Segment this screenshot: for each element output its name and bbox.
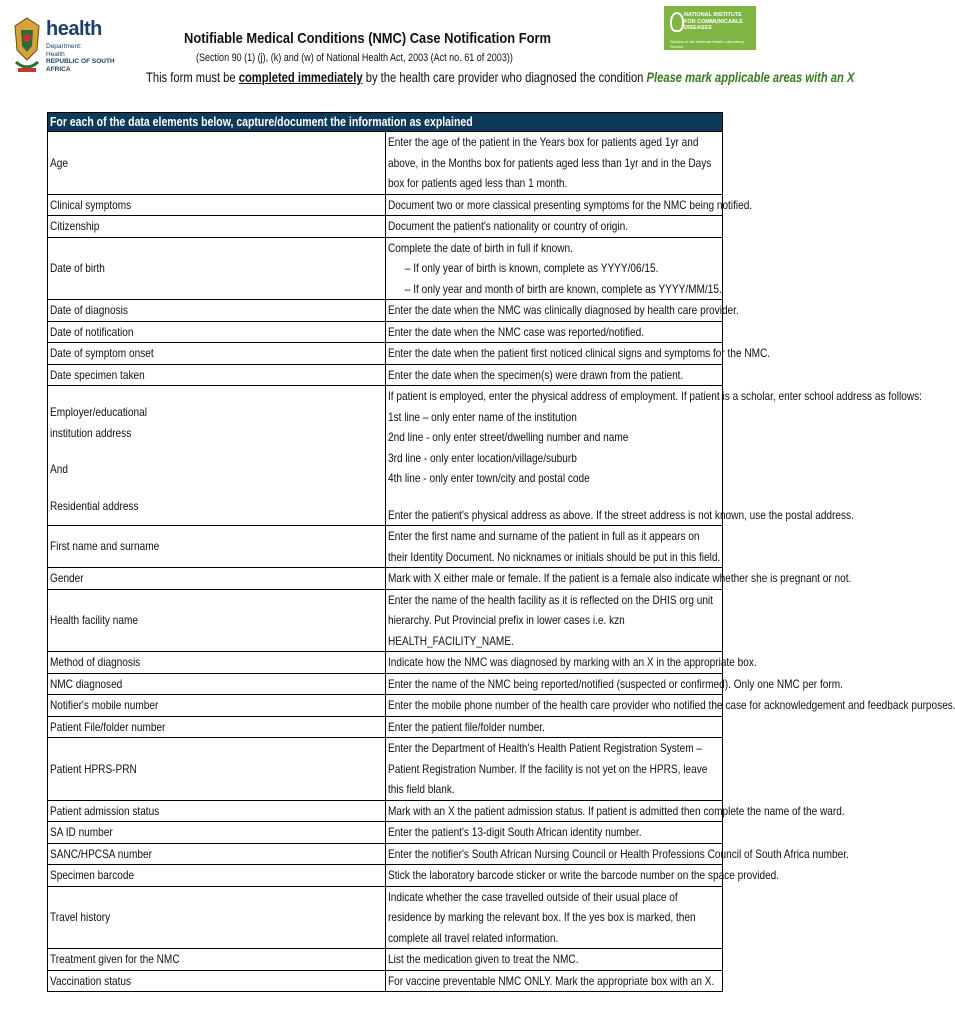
row-label-text: Date of symptom onset [50,346,154,360]
row-label-text: Residential address [50,498,139,513]
table-row [48,843,723,865]
row-description [385,865,779,887]
row-description [385,822,723,844]
row-description-text: Indicate whether the case travelled outside of their usual place of residence by marking the relevant box. If the yes box is marked, then complete all travel related information. [387,889,696,945]
form-title: Notifiable Medical Conditions (NMC) Case Notification Form [184,30,551,47]
department-text [46,43,122,73]
dept-line-3: REPUBLIC OF SOUTH AFRICA [46,58,115,73]
row-label [48,886,386,949]
table-row [48,321,723,343]
row-label [48,364,386,386]
row-description-text: 1st line – only enter name of the institution [387,409,577,424]
row-label-text: Date of notification [50,324,134,339]
row-description-text: Mark with an X the patient admission status. If patient is admitted then complete the name of the ward. [387,803,845,818]
row-label [48,321,386,343]
table-row [48,132,723,195]
instruction-emphasis: completed immediately [238,69,363,85]
row-description [385,738,723,801]
table-row [48,970,723,992]
row-description-text: 2nd line - only enter street/dwelling number and name [387,430,628,444]
row-description [385,673,843,695]
row-description-text: Indicate how the NMC was diagnosed by marking with an X in the appropriate box. [387,655,757,669]
row-label-text: SA ID number [50,825,113,839]
row-label [48,526,386,568]
row-label [48,673,386,695]
row-description [385,343,770,365]
table-row [48,800,723,822]
coat-of-arms-icon [12,16,42,76]
row-label [48,300,386,322]
row-label-text: And [50,462,68,476]
row-description [385,194,752,216]
table-row [48,300,723,322]
row-label [48,822,386,844]
row-description-text: List the medication given to treat the NMC. [387,952,578,966]
row-label-text: SANC/HPCSA number [50,846,152,861]
row-description-text: For vaccine preventable NMC ONLY. Mark the appropriate box with an X. [387,973,714,988]
form-subtitle: (Section 90 (1) (j), (k) and (w) of National Health Act, 2003 (Act no. 61 of 2003)) [196,52,513,64]
row-label-text: NMC diagnosed [50,676,123,691]
instruction-mark-note: Please mark applicable areas with an X [646,69,855,85]
row-label [48,949,386,971]
row-description-text: Enter the name of the health facility as it is reflected on the DHIS org unit hierarchy. Put Provincial prefix in lower cases i.e. kzn HEALTH_FACILITY_NAME. [387,592,713,648]
table-row [48,695,723,717]
row-label [48,865,386,887]
row-label-text: Date of diagnosis [50,303,128,317]
row-description-text: Enter the patient's physical address as above. If the street address is not known, use the postal address. [387,507,854,522]
row-description [385,321,723,343]
row-label-text: Age [50,155,68,170]
row-description-text: Enter the mobile phone number of the health care provider who notified the case for acknowledgement and feedback purposes. [387,698,955,712]
row-label-text: Date specimen taken [50,367,145,382]
row-description [385,568,851,590]
spacer [50,386,383,402]
row-label [48,843,386,865]
row-label-text: Method of diagnosis [50,655,141,669]
table-row [48,526,723,568]
table-row [48,386,723,526]
row-description-text: If patient is employed, enter the physical address of employment. If patient is a scholar, enter school address as follows: [387,389,922,403]
department-of-health-logo [12,16,122,84]
spacer [50,443,383,459]
row-label [48,132,386,195]
row-description-text: Enter the age of the patient in the Years box for patients aged 1yr and above, in the Months box for patients aged less than 1yr and in the Days box for patients aged less than 1 month. [387,135,711,190]
row-label-text: Notifier's mobile number [50,698,159,712]
row-label [48,216,386,238]
dept-line-2: Health [46,50,65,58]
table-row [48,364,723,386]
row-description [385,364,723,386]
table-row [48,822,723,844]
row-label [48,800,386,822]
row-description-text: Document two or more classical presenting symptoms for the NMC being notified. [387,197,752,212]
row-description [385,386,922,526]
row-label-text: Vaccination status [50,973,132,988]
row-label-text: Employer/educational [50,405,147,419]
row-label [48,237,386,300]
table-row [48,343,723,365]
table-heading-row [48,113,723,132]
row-description [385,843,849,865]
row-label-text: Gender [50,571,84,585]
instruction-pre: This form must be [146,69,239,85]
row-label [48,695,386,717]
bullet-item: – If only year and month of birth are known, complete as YYYY/MM/15. [388,279,667,300]
table-row [48,237,723,300]
row-description-text: Complete the date of birth in full if known. [387,240,573,255]
table-row [48,194,723,216]
table-row [48,652,723,674]
row-description [385,652,757,674]
row-description [385,800,845,822]
row-description-text: Enter the name of the NMC being reported/notified (suspected or confirmed). Only one NMC per form. [387,676,843,691]
nicd-division: Division of the National Health Laboratory Service [670,39,744,49]
spacer [50,480,383,496]
table-heading-text: For each of the data elements below, capture/document the information as explained [50,115,473,129]
row-description-text: 3rd line - only enter location/village/suburb [387,450,577,465]
row-description-text: Document the patient's nationality or country of origin. [387,219,628,233]
row-label-text: Treatment given for the NMC [50,952,180,966]
row-description-text: Stick the laboratory barcode sticker or write the barcode number on the space provided. [387,868,779,882]
row-label [48,589,386,652]
row-description-text: Enter the date when the NMC was clinically diagnosed by health care provider. [387,303,739,317]
spacer [388,489,721,505]
data-elements-table [47,112,955,992]
row-description [385,886,723,949]
row-label-text: Patient admission status [50,803,160,818]
row-description [385,526,723,568]
row-label-text: Specimen barcode [50,868,135,882]
row-label [48,738,386,801]
row-description [385,695,955,717]
table-heading [48,113,723,132]
row-label [48,194,386,216]
row-description [385,132,723,195]
row-label-text: Patient HPRS-PRN [50,761,137,776]
table-row [48,949,723,971]
row-description-text: Enter the date when the specimen(s) were drawn from the patient. [387,367,683,382]
nicd-name: NATIONAL INSTITUTE FOR COMMUNICABLE DISEASES [684,12,743,31]
table-row [48,865,723,887]
row-description-text: Enter the patient file/folder number. [387,719,545,734]
dept-line-1: Department: [46,43,82,50]
table-row [48,716,723,738]
table-row [48,568,723,590]
table-row [48,216,723,238]
row-description [385,237,723,300]
row-description-text: Enter the notifier's South African Nursing Council or Health Professions Council of South Africa number. [387,846,849,861]
nicd-mark-icon [670,12,684,32]
table-row [48,673,723,695]
row-label-text: Patient File/folder number [50,719,166,734]
row-description-text: Enter the patient's 13-digit South African identity number. [387,825,642,839]
row-label [48,386,386,526]
row-description-text: Mark with X either male or female. If the patient is a female also indicate whether she is pregnant or not. [387,571,851,585]
row-description-text: Enter the Department of Health's Health Patient Registration System – Patient Registration Number. If the facility is not yet on the HPRS, leave this field blank. [387,741,707,796]
form-header [0,0,855,100]
row-description [385,970,723,992]
bullet-item: – If only year of birth is known, complete as YYYY/06/15. [388,258,667,279]
row-label-text: Travel history [50,910,111,924]
row-label [48,568,386,590]
row-label [48,343,386,365]
health-wordmark: health [46,18,102,40]
row-description-text: Enter the date when the patient first noticed clinical signs and symptoms for the NMC. [387,346,770,360]
row-label [48,970,386,992]
row-description [385,300,739,322]
row-description [385,949,723,971]
row-description-text: Enter the first name and surname of the patient in full as it appears on their Identity Document. No nicknames or initials should be put in this field. [387,529,720,564]
row-description-text: 4th line - only enter town/city and postal code [387,471,590,485]
row-label-text: Date of birth [50,261,105,275]
row-label [48,716,386,738]
form-instruction [146,69,854,85]
row-label-text: Health facility name [50,613,138,627]
table-row [48,886,723,949]
row-description-text: Enter the date when the NMC case was reported/notified. [387,324,644,339]
row-description [385,716,723,738]
table-row [48,589,723,652]
row-label-text: First name and surname [50,539,160,554]
row-label [48,652,386,674]
table-row [48,738,723,801]
nicd-logo [664,6,756,50]
row-label-text: institution address [50,425,132,440]
row-description [385,589,723,652]
row-label-text: Citizenship [50,219,100,233]
row-label-text: Clinical symptoms [50,197,132,212]
row-description [385,216,723,238]
instruction-post: by the health care provider who diagnosed the condition [362,69,647,85]
